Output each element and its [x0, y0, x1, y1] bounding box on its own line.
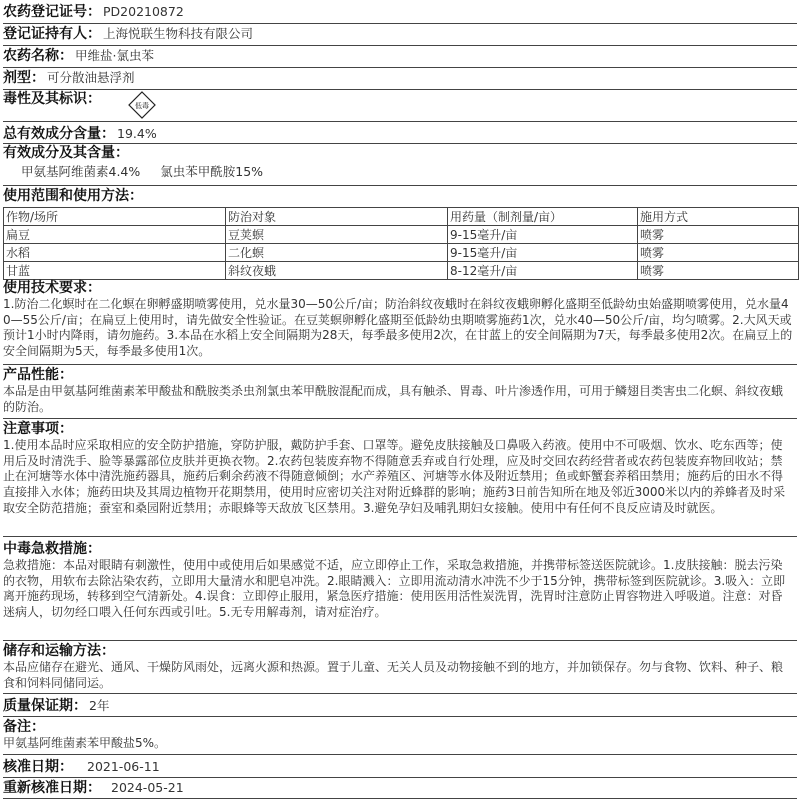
ingredients-label: 有效成分及其含量：	[3, 145, 129, 161]
formulation-value: 可分散油悬浮剂	[47, 70, 135, 85]
usage-cell: 9-15毫升/亩	[448, 244, 638, 262]
remarks-label: 备注：	[3, 719, 45, 735]
formulation-row	[3, 68, 797, 90]
usage-cell: 水稻	[4, 244, 226, 262]
reapproval-date-label: 重新核准日期：	[3, 780, 101, 796]
first-aid-label: 中毒急救措施：	[3, 541, 101, 557]
table-row	[4, 226, 799, 244]
approval-date-row	[3, 756, 797, 778]
shelf-life-value: 2年	[89, 698, 110, 713]
usage-cell: 9-15毫升/亩	[448, 226, 638, 244]
ingredient-item: 甲氨基阿维菌素4.4%	[21, 164, 141, 179]
usage-cell: 喷雾	[638, 262, 799, 280]
usage-header-cell: 用药量（制剂量/亩）	[448, 208, 638, 226]
technique-text: 1.防治二化螟时在二化螟在卵孵盛期喷雾使用，兑水量30—50公斤/亩；防治斜纹夜蛾时在斜纹夜蛾卵孵化盛期至低龄幼虫始盛期喷雾使用，兑水量40—55公斤/亩；在扁豆上使用时，请先做安全性验证。在豆荚螟卵孵化盛期至低龄幼虫期喷雾施药1次，兑水40—50公斤/亩，均匀喷雾。2.大风天或预计1小时内降雨，请勿施药。3.本品在水稻上安全间隔期为28天，每季最多使用2次，在甘蓝上的安全间隔期为7天，每季最多使用2次。在扁豆上的安全间隔期为5天，每季最多使用1次。	[3, 297, 793, 359]
remarks-section	[3, 718, 797, 755]
total-content-row	[3, 122, 797, 144]
holder-value: 上海悦联生物科技有限公司	[103, 26, 254, 41]
total-content-value: 19.4%	[117, 126, 157, 141]
registration-label: 农药登记证号：	[3, 4, 101, 20]
precautions-label: 注意事项：	[3, 421, 73, 437]
reapproval-date-value: 2024-05-21	[111, 780, 184, 795]
first-aid-section	[3, 540, 797, 641]
shelf-life-row	[3, 695, 797, 717]
technique-section	[3, 279, 797, 365]
usage-cell: 二化螟	[226, 244, 448, 262]
name-label: 农药名称：	[3, 48, 73, 64]
usage-table-header-row	[4, 208, 799, 226]
toxicity-badge-text: 低毒	[135, 102, 149, 110]
toxicity-row	[3, 90, 797, 122]
usage-cell: 8-12毫升/亩	[448, 262, 638, 280]
performance-text: 本品是由甲氨基阿维菌素苯甲酸盐和酰胺类杀虫剂氯虫苯甲酰胺混配而成，具有触杀、胃毒、叶片渗透作用，可用于鳞翅目类害虫二化螟、斜纹夜蛾的防治。	[3, 384, 784, 414]
usage-header-cell: 作物/场所	[4, 208, 226, 226]
shelf-life-label: 质量保证期：	[3, 698, 87, 714]
name-row	[3, 46, 797, 68]
table-row	[4, 262, 799, 280]
storage-label: 储存和运输方法：	[3, 643, 115, 659]
name-value: 甲维盐·氯虫苯	[75, 48, 154, 63]
formulation-label: 剂型：	[3, 70, 45, 86]
usage-cell: 甘蓝	[4, 262, 226, 280]
performance-section	[3, 366, 797, 419]
usage-cell: 喷雾	[638, 226, 799, 244]
usage-cell: 喷雾	[638, 244, 799, 262]
ingredients-list	[21, 162, 797, 182]
approval-date-label: 核准日期：	[3, 759, 73, 775]
ingredient-item: 氯虫苯甲酰胺15%	[160, 164, 264, 179]
reapproval-date-row	[3, 778, 797, 799]
usage-cell: 斜纹夜蛾	[226, 262, 448, 280]
usage-header-cell: 防治对象	[226, 208, 448, 226]
holder-row	[3, 24, 797, 46]
table-row	[4, 244, 799, 262]
first-aid-text: 急救措施：本品对眼睛有刺激性，使用中或使用后如果感觉不适，应立即停止工作，采取急救措施，并携带标签送医院就诊。1.皮肤接触：脱去污染的衣物，用软布去除沾染农药，立即用大量清水和肥皂冲洗。2.眼睛溅入：立即用流动清水冲洗不少于15分钟，携带标签到医院就诊。3.吸入：立即离开施药现场，转移到空气清新处。4.误食：立即停止服用，紧急医疗措施：使用医用活性炭洗胃，洗胃时注意防止胃容物进入呼吸道。注意：对昏迷病人，切勿经口喂入任何东西或引吐。5.无专用解毒剂，请对症治疗。	[3, 558, 786, 620]
low-toxicity-diamond-icon	[128, 91, 156, 119]
usage-label: 使用范围和使用方法：	[3, 188, 143, 204]
usage-cell: 扁豆	[4, 226, 226, 244]
approval-date-value: 2021-06-11	[87, 759, 160, 774]
registration-row	[3, 2, 797, 24]
total-content-label: 总有效成分含量：	[3, 126, 115, 142]
usage-title-row	[3, 186, 797, 207]
technique-label: 使用技术要求：	[3, 280, 101, 296]
holder-label: 登记证持有人：	[3, 26, 101, 42]
storage-text: 本品应储存在避光、通风、干燥防风雨处，远离火源和热源。置于儿童、无关人员及动物接触不到的地方，并加锁保存。勿与食物、饮料、种子、粮食和饲料同储同运。	[3, 660, 784, 690]
precautions-text: 1.使用本品时应采取相应的安全防护措施，穿防护服，戴防护手套、口罩等。避免皮肤接触及口鼻吸入药液。使用中不可吸烟、饮水、吃东西等；使用后及时清洗手、脸等暴露部位皮肤并更换衣物。2.农药包装废弃物不得随意丢弃或自行处理，应及时交回农药经营者或农药包装废弃物回收站；禁止在河塘等水体中清洗施药器具，施药后剩余药液不得随意倾倒；水产养殖区、河塘等水体及附近禁用；鱼或虾蟹套养稻田禁用；施药后的田水不得直接排入水体；施药田块及其周边植物开花期禁用，使用时应密切关注对附近蜂群的影响；施药3日前告知所在地及邻近3000米以内的养蜂者及时采取安全防范措施；蚕室和桑园附近禁用；赤眼蜂等天敌放飞区禁用。3.避免孕妇及哺乳期妇女接触。使用中有任何不良反应请及时就医。	[3, 438, 786, 515]
toxicity-label: 毒性及其标识：	[3, 91, 101, 107]
ingredients-section	[3, 144, 797, 186]
usage-header-cell: 施用方式	[638, 208, 799, 226]
usage-table	[3, 207, 799, 280]
precautions-section	[3, 420, 797, 537]
performance-label: 产品性能：	[3, 367, 73, 383]
remarks-text: 甲氨基阿维菌素苯甲酸盐5%。	[3, 736, 167, 750]
usage-cell: 豆荚螟	[226, 226, 448, 244]
registration-value: PD20210872	[103, 4, 184, 19]
storage-section	[3, 642, 797, 694]
